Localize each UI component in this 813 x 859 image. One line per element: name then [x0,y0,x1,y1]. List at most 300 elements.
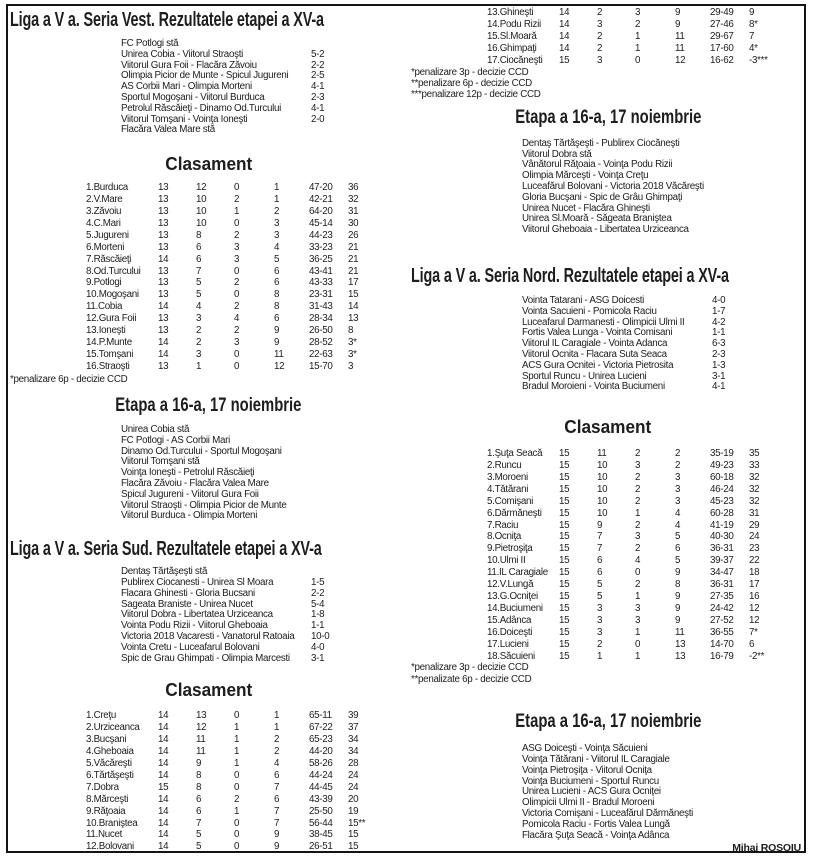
team-name: 11.Cobia [86,301,123,313]
penalty-notes-sud [411,67,805,101]
losses: 6 [675,543,681,555]
points: 21 [348,241,359,253]
fixture-line: Victoria Comişani - Luceafărul Dărmăneşti [522,808,694,819]
points: 20 [348,793,359,805]
match-label: Vointa Podu Rizii - Viitorul Gheboaia [121,620,268,632]
points: 34 [348,746,359,758]
standings-table-seria-sud-continued [487,7,805,67]
fixtures-list-seria-vest [121,425,407,522]
losses: 2 [675,448,681,460]
next-round-heading-text: Etapa a 16-a, 17 noiembrie [514,106,702,128]
points: 12 [749,602,760,614]
wins: 13 [196,710,207,722]
losses: 3 [675,495,681,507]
goal-record: 44-24 [309,769,333,781]
team-name: 2.V.Mare [86,194,123,206]
wins: 6 [196,241,202,253]
team-name: 3.Zăvoiu [86,205,122,217]
goal-record: 28-52 [309,336,333,348]
goal-record: 46-24 [710,483,734,495]
losses: 9 [675,7,681,18]
match-label: Dentaş Tărtăşeşti stă [121,566,208,578]
standings-row [487,579,805,591]
fixture-line: Olimpia Mărceşti - Voinţa Creţu [522,170,649,182]
team-name: 1.Burduca [86,182,128,194]
result-row [121,125,407,136]
goal-record: 27-35 [710,590,734,602]
losses: 11 [675,30,685,42]
team-name: 10.Mogoşani [86,289,139,301]
standings-row [487,615,805,627]
next-round-heading-text: Etapa a 16-a, 17 noiembrie [514,711,702,733]
score-value: 10-0 [311,631,330,643]
match-label: Bradul Moroieni - Vointa Buciumeni [522,381,665,393]
team-name: 18.Săcuieni [487,650,535,662]
team-name: 2.Runcu [487,460,522,471]
fixture-line: ASG Doiceşti - Voinţa Săcuieni [522,743,648,755]
team-name: 8.Ocniţa [487,531,522,543]
fixture-line: Viitorul Burduca - Olimpia Morteni [121,510,258,522]
draws: 2 [234,277,240,289]
standings-row [86,277,407,289]
wins: 6 [196,805,202,817]
games-played: 15 [559,650,570,662]
draws: 2 [635,495,641,507]
team-name: 5.Văcăreşti [86,758,132,770]
standings-row [86,782,407,794]
fixture-line: Dentaş Tărtăşeşti - Publirex Ciocăneşti [522,137,680,149]
score-value: 2-0 [311,113,325,125]
losses: 13 [675,638,686,650]
clasament-heading-sud [10,679,407,701]
draws: 4 [635,555,641,567]
standings-row [487,448,805,460]
wins: 5 [196,277,202,289]
team-name: 6.Morteni [86,241,125,253]
wins: 2 [196,336,202,348]
fixture-line: Viitorul Gheboaia - Libertatea Urziceanca [522,224,689,236]
team-name: 3.Moroeni [487,471,528,483]
score-value: 2-3 [712,348,726,360]
games-played: 15 [559,519,570,531]
points: 7* [749,626,758,638]
wins: 12 [196,182,207,194]
match-label: Viitorul Tomşani - Voinţa Ioneşti [121,113,248,125]
draws: 1 [234,734,240,746]
standings-table-seria-vest [86,182,407,373]
standings-row [487,7,805,19]
match-label: AS Corbii Mari - Olimpia Morteni [121,81,252,93]
draws: 1 [635,30,641,42]
fixture-line: Luceafărul Bolovani - Victoria 2018 Văcăreşti [522,180,704,192]
standings-row [86,325,407,337]
fixture-line: Vânătorul Răţoaia - Voinţa Podu Rizii [522,159,673,171]
losses: 1 [274,194,280,206]
fixture-line: Unirea Nucet - Flacăra Ghineşti [522,202,650,214]
clasament-heading-text: Clasament [164,679,253,701]
wins: 7 [196,265,202,277]
section-title-seria-vest: Liga a V a. Seria Vest. Rezultatele etapei a XV-a [10,9,324,31]
team-name: 12.Gura Foii [86,313,137,325]
fixture-line: Unirea Cobia stă [121,424,190,436]
points: 9 [749,7,755,18]
losses: 8 [675,579,681,591]
standings-row [86,722,407,734]
result-row [522,361,805,372]
games-played: 14 [158,817,169,829]
losses: 9 [274,336,280,348]
games-played: 14 [158,348,169,360]
wins: 11 [196,746,206,758]
standings-row [487,543,805,555]
wins: 6 [196,253,202,265]
points: 35 [749,448,760,460]
draws: 0 [635,54,641,66]
fixture-line: Dinamo Od.Turcului - Sportul Mogoşani [121,445,282,457]
standings-row [86,770,407,782]
points: 4* [749,42,758,54]
wins: 3 [597,602,603,614]
games-played: 13 [158,265,169,277]
losses: 1 [274,722,280,734]
draws: 0 [234,769,240,781]
goal-record: 36-25 [309,253,333,265]
goal-record: 17-60 [710,42,734,54]
wins: 8 [196,769,202,781]
penalty-note: *penalizare 6p - decizie CCD [10,373,128,385]
team-name: 11.Nucet [86,829,123,841]
losses: 9 [274,841,280,853]
points: 15** [348,817,366,829]
losses: 5 [675,531,681,543]
standings-row [86,266,407,278]
score-value: 6-3 [712,338,726,350]
games-played: 14 [158,746,169,758]
standings-row [487,472,805,484]
wins: 7 [597,531,603,543]
points: 22 [749,555,760,567]
standings-row [487,31,805,43]
goal-record: 60-28 [710,507,734,519]
points: 28 [348,758,359,770]
losses: 9 [675,614,681,626]
penalty-note: *penalizare 3p - decizie CCD [411,66,529,78]
team-name: 13.G.Ocniţei [487,590,538,602]
team-name: 9.Răţoaia [86,805,126,817]
points: 17 [749,579,760,591]
penalty-note: **penalizate 6p - decizie CCD [411,673,532,685]
games-played: 14 [158,758,169,770]
score-value: 2-2 [311,59,325,71]
losses: 9 [274,829,280,841]
goal-record: 38-45 [309,829,333,841]
draws: 3 [635,531,641,543]
standings-row [487,484,805,496]
points: 23 [749,543,760,555]
goal-record: 65-23 [309,734,333,746]
standings-row [86,361,407,373]
draws: 2 [635,18,641,30]
goal-record: 58-26 [309,758,333,770]
goal-record: 64-20 [309,205,333,217]
clasament-heading-text: Clasament [564,416,652,438]
draws: 3 [234,241,240,253]
wins: 2 [196,325,202,337]
fixture-line: FC Potlogi - AS Corbii Mari [121,434,230,446]
points: 39 [348,710,359,722]
losses: 11 [675,626,685,638]
points: -3*** [749,54,768,66]
next-round-heading-text: Etapa a 16-a, 17 noiembrie [115,395,302,417]
result-row [522,307,805,318]
goal-record: 33-23 [309,241,333,253]
points: 13 [348,313,359,325]
standings-row [86,194,407,206]
goal-record: 29-67 [710,30,734,42]
points: 15 [348,841,359,853]
match-label: Unirea Cobia - Viitorul Straoşti [121,48,243,60]
team-name: 12.V.Lungă [487,579,534,591]
section-title-seria-nord: Liga a V a. Seria Nord. Rezultatele etapei a XV-a [411,264,729,287]
draws: 0 [234,829,240,841]
losses: 4 [675,519,681,531]
match-label: Petrolul Răscăieţi - Dinamo Od.Turcului [121,102,281,114]
wins: 10 [597,507,608,519]
standings-row [487,43,805,55]
wins: 3 [597,626,603,638]
match-label: Vointa Cretu - Luceafarul Bolovani [121,641,260,653]
standings-row [86,242,407,254]
losses: 4 [274,758,280,770]
goal-record: 42-21 [309,194,333,206]
wins: 10 [597,471,608,483]
games-played: 13 [158,194,169,206]
penalty-note: **penalizare 6p - decizie CCD [411,77,532,89]
match-label: Viitorul IL Caragiale - Vointa Adanca [522,338,668,350]
team-name: 7.Răscăieţi [86,253,132,265]
score-value: 1-7 [712,305,726,317]
wins: 2 [597,30,603,42]
draws: 3 [635,460,641,471]
goal-record: 28-34 [309,313,333,325]
next-round-heading-sud [411,107,805,128]
fixture-line: Voinţa Buciumeni - Sportul Runcu [522,775,659,787]
match-label: Vointa Sacuieni - Pomicola Raciu [522,305,657,317]
score-value: 1-1 [712,327,726,339]
points: 29 [749,519,760,531]
fixture-line: Olimpicii Ulmi II - Bradul Moroeni [522,797,655,809]
wins: 8 [196,229,202,241]
match-label: Flacara Ghinesti - Gloria Bucsani [121,587,255,599]
result-row [522,382,805,393]
match-label: Luceafarul Darmanesti - Olimpicii Ulmi II [522,316,685,328]
draws: 1 [635,507,641,519]
score-value: 4-1 [311,81,325,93]
goal-record: 22-63 [309,348,333,360]
draws: 3 [635,7,641,18]
fixture-line: Unirea Lucieni - ACS Gura Ocniţei [522,786,661,798]
goal-record: 41-19 [710,519,734,531]
score-value: 4-1 [311,102,325,114]
team-name: 5.Comişani [487,495,534,507]
match-label: Sportul Runcu - Unirea Lucieni [522,370,647,382]
team-name: 15.Sl.Moară [487,30,537,42]
points: 12 [749,614,760,626]
results-list-seria-nord [522,296,805,393]
match-label: Fortis Valea Lunga - Vointa Comisani [522,327,673,339]
standings-row [86,218,407,230]
score-value: 3-1 [712,370,726,382]
next-round-heading-vest [10,395,407,416]
losses: 8 [274,301,280,313]
fixture-line: Gloria Bucşani - Spic de Grâu Ghimpaţi [522,191,683,203]
games-played: 14 [158,253,169,265]
score-value: 2-2 [311,587,325,599]
match-label: Sageata Braniste - Unirea Nucet [121,598,253,610]
points: 24 [749,531,760,543]
losses: 3 [274,217,280,229]
games-played: 13 [158,182,169,194]
match-label: ACS Gura Ocnitei - Victoria Pietrosita [522,359,674,371]
team-name: 14.Podu Rizii [487,18,541,30]
goal-record: 44-20 [309,746,333,758]
penalty-notes-vest [10,374,407,385]
standings-row [86,710,407,722]
games-played: 13 [158,360,169,372]
team-name: 5.Jugureni [86,229,129,241]
points: 37 [348,722,359,734]
match-label: Viitorul Dobra - Libertatea Urziceanca [121,609,273,621]
games-played: 15 [559,471,570,483]
goal-record: 36-55 [710,626,734,638]
draws: 2 [234,325,240,337]
losses: 6 [274,793,280,805]
next-round-heading-nord [411,711,805,732]
losses: 3 [274,229,280,241]
team-name: 6.Dărmăneşti [487,507,542,519]
losses: 6 [274,277,280,289]
games-played: 15 [559,567,570,579]
goal-record: 16-79 [710,650,734,662]
draws: 3 [234,253,240,265]
score-value: 4-1 [712,381,726,393]
team-name: 8.Od.Turcului [86,265,141,277]
team-name: 10.Ulmi II [487,555,526,567]
games-played: 15 [559,579,570,591]
fixture-line: Viitorul Tomşani stă [121,456,200,468]
match-label: FC Potlogi stă [121,38,179,49]
standings-row [487,508,805,520]
games-played: 14 [158,336,169,348]
wins: 10 [597,460,608,471]
losses: 1 [274,710,280,722]
score-value: 4-0 [712,294,726,306]
losses: 12 [274,360,285,372]
losses: 3 [675,483,681,495]
results-list-seria-sud [121,567,407,664]
draws: 3 [635,614,641,626]
score-value: 5-2 [311,48,325,60]
match-label: Vointa Tatarani - ASG Doicesti [522,294,645,306]
wins: 5 [597,590,603,602]
team-name: 1.Creţu [86,710,117,722]
wins: 8 [196,781,202,793]
wins: 6 [196,793,202,805]
points: 24 [348,781,359,793]
points: 31 [348,205,359,217]
goal-record: 43-39 [309,793,333,805]
standings-row [86,337,407,349]
draws: 0 [234,841,240,853]
standings-row [86,806,407,818]
points: 19 [348,805,359,817]
team-name: 4.C.Mari [86,217,121,229]
draws: 1 [234,758,240,770]
right-column [411,6,805,854]
clasament-heading-vest [10,153,407,175]
draws: 2 [635,579,641,591]
fixture-line: Voinţa Ioneşti - Petrolul Răscăieţi [121,467,255,479]
losses: 2 [274,746,280,758]
standings-row [487,19,805,31]
draws: 0 [234,265,240,277]
wins: 5 [196,841,202,853]
goal-record: 36-31 [710,579,734,591]
goal-record: 26-50 [309,325,333,337]
team-name: 1.Şuţa Seacă [487,448,543,460]
penalty-notes-nord [411,662,805,685]
wins: 5 [196,289,202,301]
losses: 9 [675,590,681,602]
wins: 7 [196,817,202,829]
wins: 10 [196,205,207,217]
games-played: 15 [559,483,570,495]
wins: 6 [597,567,603,579]
team-name: 13.Ghineşti [487,7,534,18]
goal-record: 14-70 [710,638,734,650]
losses: 9 [675,18,681,30]
goal-record: 45-23 [710,495,734,507]
games-played: 14 [158,710,169,722]
match-label: Spic de Grau Ghimpati - Olimpia Marcesti [121,652,290,664]
goal-record: 25-50 [309,805,333,817]
games-played: 15 [559,460,570,471]
standings-row [487,627,805,639]
draws: 0 [234,360,240,372]
score-value: 1-3 [712,359,726,371]
score-value: 2-3 [311,91,325,103]
score-value: 5-4 [311,598,325,610]
standings-table-seria-nord [487,448,805,662]
standings-row [487,651,805,663]
wins: 9 [597,519,603,531]
draws: 3 [635,602,641,614]
losses: 13 [675,650,686,662]
team-name: 14.Buciumeni [487,602,543,614]
goal-record: 67-22 [309,722,333,734]
draws: 2 [234,793,240,805]
team-name: 16.Straoşti [86,360,130,372]
draws: 2 [234,194,240,206]
score-value: 3-1 [311,652,325,664]
wins: 10 [196,217,207,229]
standings-row [487,520,805,532]
draws: 2 [635,483,641,495]
wins: 10 [196,194,207,206]
goal-record: 36-31 [710,543,734,555]
fixture-line: Voinţa Pietroşiţa - Viitorul Ocniţa [522,764,652,776]
points: 30 [348,217,359,229]
